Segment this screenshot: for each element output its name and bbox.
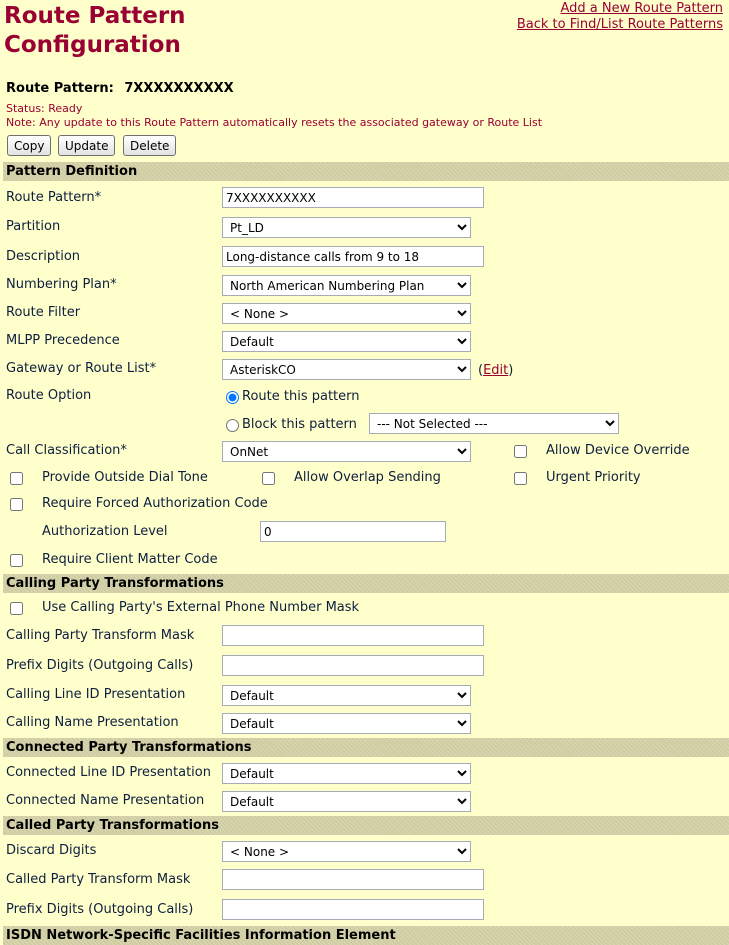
called-prefix-digits-input[interactable]	[222, 899, 484, 920]
calling-transform-mask-label: Calling Party Transform Mask	[6, 628, 195, 643]
numbering-plan-label: Numbering Plan*	[6, 277, 117, 292]
page-title-line2: Configuration	[4, 32, 181, 58]
require-client-matter-checkbox[interactable]	[10, 554, 23, 567]
route-filter-select[interactable]	[222, 303, 471, 324]
urgent-priority-checkbox[interactable]	[514, 472, 527, 485]
allow-overlap-sending-label: Allow Overlap Sending	[294, 470, 441, 485]
connected-line-id-label: Connected Line ID Presentation	[6, 765, 211, 780]
route-pattern-summary	[6, 81, 234, 96]
provide-outside-dial-tone-label: Provide Outside Dial Tone	[42, 470, 208, 485]
delete-button[interactable]: Delete	[123, 135, 176, 156]
discard-digits-select[interactable]	[222, 841, 471, 862]
partition-label: Partition	[6, 219, 61, 234]
numbering-plan-select[interactable]	[222, 275, 471, 296]
authorization-level-label: Authorization Level	[42, 524, 168, 539]
use-external-mask-label: Use Calling Party's External Phone Number Mask	[42, 600, 360, 615]
allow-overlap-sending-checkbox[interactable]	[262, 472, 275, 485]
block-this-pattern-label: Block this pattern	[242, 417, 357, 432]
section-calling-party: Calling Party Transformations	[3, 574, 729, 593]
route-pattern-label: Route Pattern*	[6, 190, 102, 205]
calling-prefix-digits-input[interactable]	[222, 655, 484, 676]
page-title-line1: Route Pattern	[4, 3, 186, 29]
provide-outside-dial-tone-checkbox[interactable]	[10, 472, 23, 485]
require-forced-auth-label: Require Forced Authorization Code	[42, 496, 268, 511]
called-prefix-digits-label: Prefix Digits (Outgoing Calls)	[6, 902, 194, 917]
route-pattern-input[interactable]	[222, 187, 484, 208]
route-this-pattern-radio[interactable]	[226, 391, 239, 404]
allow-device-override-label: Allow Device Override	[546, 443, 690, 458]
route-option-label: Route Option	[6, 388, 92, 403]
connected-name-presentation-select[interactable]	[222, 791, 471, 812]
page-title	[4, 2, 186, 60]
authorization-level-input[interactable]	[260, 521, 446, 542]
calling-transform-mask-input[interactable]	[222, 625, 484, 646]
description-input[interactable]	[222, 246, 484, 267]
partition-select[interactable]	[222, 217, 471, 238]
gateway-label: Gateway or Route List*	[6, 361, 157, 376]
section-called-party: Called Party Transformations	[3, 816, 729, 835]
block-reason-select[interactable]	[369, 413, 619, 434]
edit-paren-open: (	[478, 363, 484, 378]
route-filter-label: Route Filter	[6, 305, 81, 320]
gateway-edit	[478, 363, 513, 378]
edit-paren-close: )	[508, 363, 514, 378]
called-transform-mask-label: Called Party Transform Mask	[6, 872, 191, 887]
gateway-edit-link[interactable]: Edit	[483, 363, 509, 378]
route-this-pattern-label: Route this pattern	[242, 389, 360, 404]
connected-line-id-select[interactable]	[222, 763, 471, 784]
calling-prefix-digits-label: Prefix Digits (Outgoing Calls)	[6, 658, 194, 673]
copy-button[interactable]: Copy	[7, 135, 51, 156]
section-connected-party: Connected Party Transformations	[3, 738, 729, 757]
gateway-select[interactable]	[222, 359, 471, 380]
urgent-priority-label: Urgent Priority	[546, 470, 641, 485]
add-new-route-pattern-link[interactable]: Add a New Route Pattern	[560, 1, 723, 16]
calling-name-presentation-select[interactable]	[222, 713, 471, 734]
block-this-pattern-radio[interactable]	[226, 419, 239, 432]
description-label: Description	[6, 249, 81, 264]
require-client-matter-label: Require Client Matter Code	[42, 552, 218, 567]
calling-line-id-label: Calling Line ID Presentation	[6, 687, 186, 702]
back-to-list-link[interactable]: Back to Find/List Route Patterns	[516, 17, 723, 32]
call-classification-select[interactable]	[222, 441, 471, 462]
called-transform-mask-input[interactable]	[222, 869, 484, 890]
route-pattern-summary-label: Route Pattern:	[6, 81, 114, 96]
calling-name-presentation-label: Calling Name Presentation	[6, 715, 179, 730]
route-pattern-summary-value: 7XXXXXXXXXX	[124, 81, 234, 96]
status-text: Status: Ready	[6, 102, 83, 115]
use-external-mask-checkbox[interactable]	[10, 602, 23, 615]
require-forced-auth-checkbox[interactable]	[10, 498, 23, 511]
connected-name-presentation-label: Connected Name Presentation	[6, 793, 205, 808]
mlpp-precedence-select[interactable]	[222, 331, 471, 352]
discard-digits-label: Discard Digits	[6, 843, 97, 858]
update-button[interactable]: Update	[58, 135, 115, 156]
section-isdn: ISDN Network-Specific Facilities Information Element	[3, 926, 729, 945]
allow-device-override-checkbox[interactable]	[514, 445, 527, 458]
mlpp-precedence-label: MLPP Precedence	[6, 333, 120, 348]
call-classification-label: Call Classification*	[6, 443, 127, 458]
section-pattern-definition: Pattern Definition	[3, 162, 729, 181]
reset-note: Note: Any update to this Route Pattern automatically resets the associated gateway or Route List	[6, 116, 543, 129]
calling-line-id-select[interactable]	[222, 685, 471, 706]
